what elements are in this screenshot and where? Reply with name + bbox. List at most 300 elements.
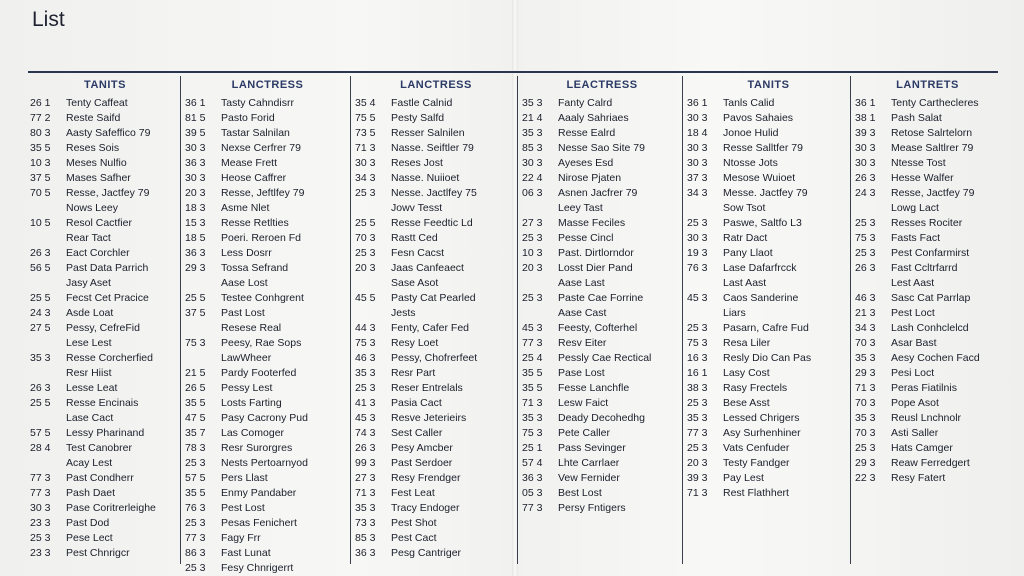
item-number: 29 3 — [855, 457, 876, 469]
item-number: 45 3 — [687, 292, 708, 304]
column-header: LEACTRESS — [566, 79, 638, 91]
list-item — [185, 96, 350, 111]
item-number: 36 1 — [855, 97, 876, 109]
item-text: Tenty Carthecleres — [891, 97, 979, 109]
item-text: Asnen Jacfrer 79 — [558, 187, 638, 199]
item-number: 35 3 — [522, 127, 543, 139]
item-number: 20 3 — [522, 262, 543, 274]
list-item — [30, 501, 180, 516]
item-text: Tanls Calid — [723, 97, 775, 109]
item-text: Lese Lest — [66, 337, 112, 349]
list-item — [355, 306, 517, 321]
item-text: Hesse Walfer — [891, 172, 954, 184]
list-item — [185, 231, 350, 246]
item-text: Rest Flathhert — [723, 487, 789, 499]
list-item — [185, 411, 350, 426]
list-item — [522, 426, 682, 441]
item-number: 25 5 — [30, 292, 51, 304]
item-text: Pessy, CefreFid — [66, 322, 140, 334]
item-number: 28 4 — [30, 442, 51, 454]
item-text: Reser Entrelals — [391, 382, 463, 394]
list-item — [855, 381, 1000, 396]
item-text: Resr Part — [391, 367, 436, 379]
item-text: Reusl Lnchnolr — [891, 412, 962, 424]
item-number: 45 3 — [522, 322, 543, 334]
list-item — [855, 186, 1000, 201]
item-number: 57 5 — [185, 472, 206, 484]
item-text: Fecst Cet Pracice — [66, 292, 149, 304]
item-text: Retose Salrtelorn — [891, 127, 973, 139]
item-number — [687, 306, 723, 321]
item-text: Reste Saifd — [66, 112, 121, 124]
list-item — [687, 126, 850, 141]
list-item — [30, 141, 180, 156]
header-rule — [28, 71, 998, 73]
list-item — [30, 471, 180, 486]
item-text: Lowg Lact — [891, 202, 939, 214]
list-item — [522, 486, 682, 501]
item-number: 25 1 — [522, 442, 543, 454]
item-number: 35 5 — [30, 142, 51, 154]
item-text: Resr Surorgres — [221, 442, 293, 454]
item-text: Resse, Jactfey 79 — [66, 187, 150, 199]
item-number: 30 3 — [522, 157, 543, 169]
list-item — [855, 336, 1000, 351]
item-number: 29 3 — [855, 367, 876, 379]
item-text: Past Lost — [221, 307, 265, 319]
list-item — [355, 321, 517, 336]
list-item — [522, 336, 682, 351]
item-text: Tenty Caffeat — [66, 97, 128, 109]
item-text: Peesy, Rae Sops — [221, 337, 302, 349]
item-text: Pessy, Chofrerfeet — [391, 352, 478, 364]
item-text: Past Serdoer — [391, 457, 453, 469]
item-text: Resy Frendger — [391, 472, 461, 484]
item-text: Fagy Frr — [221, 532, 261, 544]
item-text: Fest Leat — [391, 487, 435, 499]
item-number: 25 5 — [30, 397, 51, 409]
item-number — [30, 456, 66, 471]
list-item — [30, 186, 180, 201]
item-number: 21 5 — [185, 367, 206, 379]
item-number — [355, 306, 391, 321]
item-number: 25 3 — [355, 247, 376, 259]
list-item — [855, 231, 1000, 246]
item-number: 35 3 — [855, 412, 876, 424]
list-item — [522, 231, 682, 246]
list-item — [687, 411, 850, 426]
item-number: 25 3 — [522, 232, 543, 244]
item-text: Lasy Cost — [723, 367, 770, 379]
list-item — [855, 216, 1000, 231]
item-text: Liars — [723, 307, 746, 319]
item-text: Pasy Cacrony Pud — [221, 412, 308, 424]
item-number: 25 3 — [185, 457, 206, 469]
list-item — [522, 321, 682, 336]
item-text: Pesty Salfd — [391, 112, 445, 124]
item-number: 05 3 — [522, 487, 543, 499]
item-number: 25 5 — [185, 292, 206, 304]
item-text: Pesas Fenichert — [221, 517, 297, 529]
list-item — [355, 156, 517, 171]
item-number: 45 5 — [355, 292, 376, 304]
list-item — [355, 516, 517, 531]
item-text: Lesw Faict — [558, 397, 609, 409]
list-item — [355, 171, 517, 186]
item-number: 30 3 — [185, 142, 206, 154]
item-number: 46 3 — [355, 352, 376, 364]
item-number: 35 3 — [355, 367, 376, 379]
item-number: 19 3 — [687, 247, 708, 259]
item-text: Resv Eiter — [558, 337, 607, 349]
list-item — [355, 291, 517, 306]
item-text: Vats Cenfuder — [723, 442, 790, 454]
item-number: 25 3 — [355, 187, 376, 199]
item-number — [355, 276, 391, 291]
list-item — [185, 261, 350, 276]
item-number: 77 3 — [30, 487, 51, 499]
item-text: Fastle Calnid — [391, 97, 453, 109]
item-text: Paste Cae Forrine — [558, 292, 644, 304]
list-item — [355, 471, 517, 486]
item-number: 77 3 — [522, 337, 543, 349]
item-text: Resr Hiist — [66, 367, 112, 379]
list-item — [355, 366, 517, 381]
item-number — [185, 321, 221, 336]
list-item — [30, 381, 180, 396]
list-item — [687, 456, 850, 471]
item-text: Feesty, Cofterhel — [558, 322, 638, 334]
item-text: Past. Dirtlorndor — [558, 247, 634, 259]
item-number — [687, 201, 723, 216]
list-item — [185, 531, 350, 546]
list-item — [30, 291, 180, 306]
item-text: Acay Lest — [66, 457, 113, 469]
item-number: 70 3 — [855, 397, 876, 409]
list-item — [355, 546, 517, 561]
list-item — [522, 501, 682, 516]
item-text: Fasts Fact — [891, 232, 941, 244]
list-item — [30, 336, 180, 351]
item-text: Pers Llast — [221, 472, 268, 484]
item-number: 30 3 — [30, 502, 51, 514]
item-text: Jowv Tesst — [391, 202, 443, 214]
item-number — [522, 306, 558, 321]
item-text: Heose Caffrer — [221, 172, 287, 184]
item-number — [355, 201, 391, 216]
item-text: Nests Pertoarnyod — [221, 457, 308, 469]
list-item — [355, 246, 517, 261]
item-number: 26 5 — [185, 382, 206, 394]
list-item — [185, 306, 350, 321]
item-text: Lase Dafarfrcck — [723, 262, 797, 274]
item-number: 27 3 — [522, 217, 543, 229]
item-text: Pest Shot — [391, 517, 437, 529]
item-number: 76 3 — [185, 502, 206, 514]
list-item — [522, 156, 682, 171]
item-text: Fanty Calrd — [558, 97, 613, 109]
column-header: TANITS — [747, 79, 790, 91]
list-item — [522, 261, 682, 276]
item-text: Lase Cact — [66, 412, 114, 424]
item-text: Aase Cast — [558, 307, 607, 319]
column-header: LANTRETS — [896, 79, 959, 91]
list-item — [687, 381, 850, 396]
list-item — [355, 441, 517, 456]
list-item — [687, 186, 850, 201]
item-number: 35 5 — [185, 397, 206, 409]
list-item — [355, 276, 517, 291]
item-number — [30, 201, 66, 216]
item-text: Test Canobrer — [66, 442, 132, 454]
list-item — [687, 396, 850, 411]
item-text: Aase Last — [558, 277, 605, 289]
item-number: 27 3 — [355, 472, 376, 484]
item-text: Nows Leey — [66, 202, 118, 214]
list-item — [355, 261, 517, 276]
list-item — [855, 246, 1000, 261]
item-text: Mesose Wuioet — [723, 172, 796, 184]
list-item — [522, 396, 682, 411]
item-number: 71 3 — [687, 487, 708, 499]
item-text: Pasarn, Cafre Fud — [723, 322, 809, 334]
item-text: Pasto Forid — [221, 112, 275, 124]
item-text: Fesse Lanchfle — [558, 382, 630, 394]
item-text: Nexse Cerfrer 79 — [221, 142, 301, 154]
list-item — [855, 471, 1000, 486]
item-number: 26 3 — [855, 262, 876, 274]
list-item — [185, 156, 350, 171]
item-number: 20 3 — [185, 187, 206, 199]
item-text: Pardy Footerfed — [221, 367, 297, 379]
item-number: 36 1 — [185, 97, 206, 109]
list-column — [30, 76, 181, 564]
item-number: 77 3 — [30, 472, 51, 484]
item-number: 85 3 — [522, 142, 543, 154]
list-item — [855, 96, 1000, 111]
list-item — [355, 186, 517, 201]
item-number: 99 3 — [355, 457, 376, 469]
page-title: List — [32, 8, 65, 31]
list-item — [185, 291, 350, 306]
list-item — [855, 306, 1000, 321]
item-text: Asar Bast — [891, 337, 937, 349]
item-number: 57 5 — [30, 427, 51, 439]
item-text: Nirose Pjaten — [558, 172, 622, 184]
item-number: 25 5 — [355, 217, 376, 229]
list-item — [185, 546, 350, 561]
item-number: 25 3 — [855, 217, 876, 229]
list-item — [687, 201, 850, 216]
list-item — [687, 426, 850, 441]
list-item — [355, 426, 517, 441]
list-item — [30, 351, 180, 366]
item-number: 39 3 — [855, 127, 876, 139]
list-item — [522, 306, 682, 321]
item-text: Pope Asot — [891, 397, 939, 409]
list-item — [30, 171, 180, 186]
item-text: Nasse. Nuiioet — [391, 172, 460, 184]
list-item — [522, 141, 682, 156]
item-number: 56 5 — [30, 262, 51, 274]
item-text: Nesse. Jactlfey 75 — [391, 187, 477, 199]
item-number: 34 3 — [855, 322, 876, 334]
list-item — [687, 96, 850, 111]
item-number: 18 3 — [185, 202, 206, 214]
item-number: 26 3 — [30, 382, 51, 394]
list-item — [185, 351, 350, 366]
item-text: Sase Asot — [391, 277, 439, 289]
item-text: Mease Frett — [221, 157, 278, 169]
list-item — [687, 261, 850, 276]
item-text: Lash Conhclelcd — [891, 322, 969, 334]
item-text: Pasty Cat Pearled — [391, 292, 476, 304]
item-text: Pash Daet — [66, 487, 116, 499]
item-text: Meses Nulfio — [66, 157, 127, 169]
item-text: Messe. Jactfey 79 — [723, 187, 808, 199]
item-text: Fast Ccltrfarrd — [891, 262, 958, 274]
item-text: Losts Farting — [221, 397, 282, 409]
item-number: 36 3 — [185, 157, 206, 169]
item-number: 23 3 — [30, 517, 51, 529]
list-item — [855, 141, 1000, 156]
list-item — [30, 456, 180, 471]
item-text: Pesy Amcber — [391, 442, 453, 454]
item-text: Aesy Cochen Facd — [891, 352, 980, 364]
item-text: Pasia Cact — [391, 397, 442, 409]
item-number: 36 1 — [687, 97, 708, 109]
list-item — [30, 366, 180, 381]
item-text: Pay Lest — [723, 472, 764, 484]
list-item — [185, 171, 350, 186]
list-item — [185, 216, 350, 231]
item-text: Deady Decohedhg — [558, 412, 645, 424]
list-column — [185, 76, 351, 574]
item-text: Pesse Cincl — [558, 232, 614, 244]
item-text: Pass Sevinger — [558, 442, 626, 454]
item-number: 22 3 — [855, 472, 876, 484]
item-number: 18 5 — [185, 232, 206, 244]
item-number: 25 3 — [185, 517, 206, 529]
item-number: 25 3 — [185, 562, 206, 574]
list-item — [855, 321, 1000, 336]
list-item — [855, 111, 1000, 126]
list-item — [355, 336, 517, 351]
item-number: 75 3 — [687, 337, 708, 349]
item-number: 25 3 — [855, 247, 876, 259]
list-item — [522, 411, 682, 426]
list-item — [355, 126, 517, 141]
list-item — [687, 306, 850, 321]
item-number: 45 3 — [355, 412, 376, 424]
item-text: Lhte Carrlaer — [558, 457, 620, 469]
list-item — [855, 201, 1000, 216]
item-text: Resse, Jeftlfey 79 — [221, 187, 305, 199]
item-text: Rasy Frectels — [723, 382, 788, 394]
item-text: Jonoe Hulid — [723, 127, 779, 139]
item-text: Las Comoger — [221, 427, 285, 439]
list-item — [855, 366, 1000, 381]
item-text: Pase Lost — [558, 367, 605, 379]
item-text: Sow Tsot — [723, 202, 766, 214]
list-item — [687, 216, 850, 231]
item-number: 71 3 — [355, 487, 376, 499]
list-item — [30, 231, 180, 246]
item-text: Tossa Sefrand — [221, 262, 289, 274]
list-item — [522, 456, 682, 471]
item-text: Asy Surhenhiner — [723, 427, 801, 439]
list-item — [522, 216, 682, 231]
list-item — [522, 201, 682, 216]
list-item — [30, 426, 180, 441]
item-text: Pest Lost — [221, 502, 265, 514]
list-item — [355, 531, 517, 546]
item-text: Rear Tact — [66, 232, 111, 244]
item-text: Aaaly Sahriaes — [558, 112, 629, 124]
item-number: 26 1 — [30, 97, 51, 109]
item-number: 35 7 — [185, 427, 206, 439]
item-text: Fenty, Cafer Fed — [391, 322, 470, 334]
item-number: 20 3 — [355, 262, 376, 274]
list-item — [855, 261, 1000, 276]
item-text: Mease Saltlrer 79 — [891, 142, 974, 154]
item-text: Ntesse Tost — [891, 157, 946, 169]
list-item — [355, 141, 517, 156]
item-number: 30 3 — [855, 157, 876, 169]
item-text: Bese Asst — [723, 397, 770, 409]
item-number: 39 3 — [687, 472, 708, 484]
item-text: Nesse Sao Site 79 — [558, 142, 645, 154]
item-text: Pest Confarmirst — [891, 247, 970, 259]
item-number — [30, 336, 66, 351]
item-text: Caos Sanderine — [723, 292, 799, 304]
item-text: Aase Lost — [221, 277, 268, 289]
item-text: Sest Caller — [391, 427, 443, 439]
list-column — [687, 76, 851, 564]
item-number: 06 3 — [522, 187, 543, 199]
item-number: 75 3 — [522, 427, 543, 439]
item-number — [522, 201, 558, 216]
list-column — [855, 76, 1000, 564]
item-number — [30, 411, 66, 426]
list-column — [355, 76, 518, 564]
item-number: 23 3 — [30, 547, 51, 559]
list-item — [522, 246, 682, 261]
item-number: 47 5 — [185, 412, 206, 424]
item-text: Pessly Cae Rectical — [558, 352, 652, 364]
item-text: Paswe, Saltfo L3 — [723, 217, 802, 229]
list-item — [687, 276, 850, 291]
item-text: Enmy Pandaber — [221, 487, 297, 499]
list-item — [687, 351, 850, 366]
item-number: 27 5 — [30, 322, 51, 334]
item-text: Poeri. Reroen Fd — [221, 232, 301, 244]
item-number: 26 3 — [355, 442, 376, 454]
item-number: 44 3 — [355, 322, 376, 334]
item-number: 29 3 — [185, 262, 206, 274]
item-text: Pesg Cantriger — [391, 547, 462, 559]
list-item — [355, 231, 517, 246]
list-item — [522, 96, 682, 111]
item-number: 25 3 — [855, 442, 876, 454]
item-text: Pest Loct — [891, 307, 935, 319]
item-number — [855, 201, 891, 216]
list-item — [30, 531, 180, 546]
item-text: Masse Feciles — [558, 217, 626, 229]
list-item — [855, 396, 1000, 411]
item-number: 70 3 — [855, 427, 876, 439]
list-item — [30, 96, 180, 111]
